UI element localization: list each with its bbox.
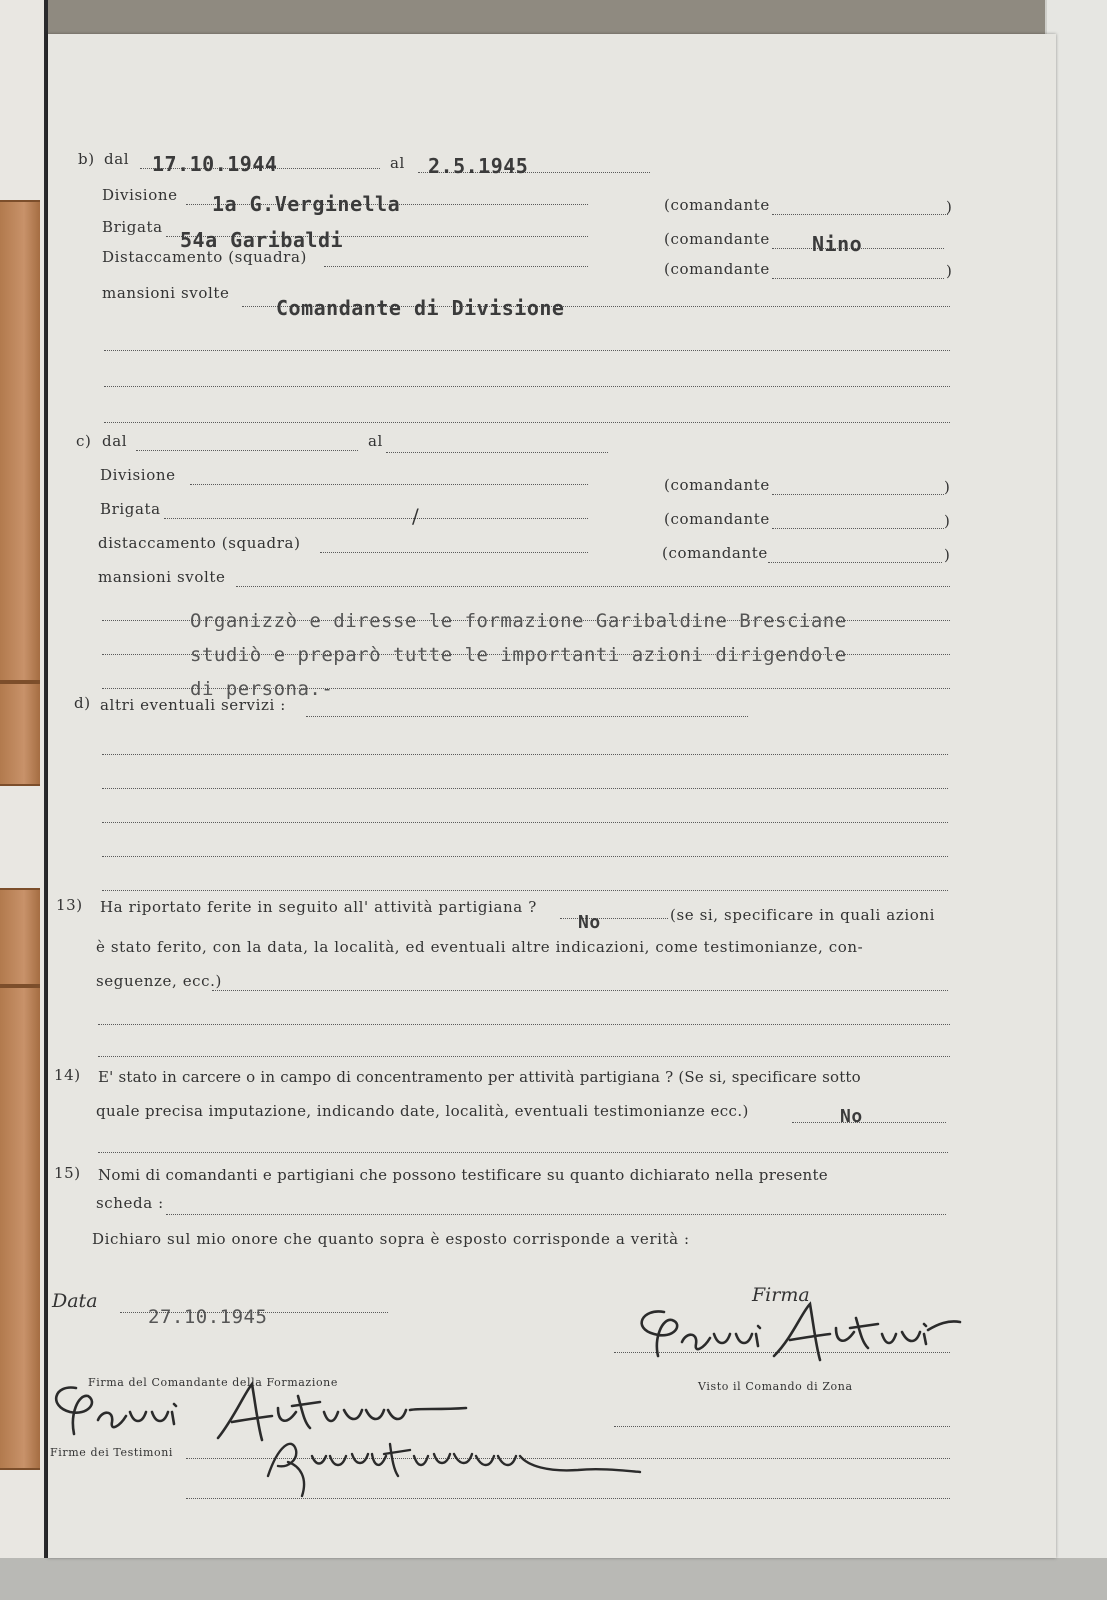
- visto-line: [614, 1426, 950, 1427]
- q15-text-line-1: Nomi di comandanti e partigiani che possono testificare su quanto dichiarato nella presente: [98, 1166, 828, 1184]
- q13-answer-line: [560, 918, 668, 919]
- divisione-line: [190, 484, 588, 485]
- q14-text-line-1: E' stato in carcere o in campo di concentramento per attività partigiana ? (Se si, specificare sotto: [98, 1068, 861, 1086]
- dal-line: [136, 450, 358, 451]
- declaration-text: Dichiaro sul mio onore che quanto sopra è esposto corrisponde a verità :: [92, 1230, 690, 1248]
- section-c-mansioni-label: mansioni svolte: [98, 568, 226, 586]
- blank-line: [212, 990, 948, 991]
- q15-text-line-2: scheda :: [96, 1194, 164, 1212]
- q15-number: 15): [54, 1164, 81, 1182]
- section-c-dal-label: dal: [102, 432, 128, 450]
- section-c-mansioni-line-2: studiò e preparò tutte le importanti azioni dirigendole: [190, 644, 847, 666]
- mansioni-line: [236, 586, 950, 587]
- section-b-brigata-value: 54a Garibaldi: [180, 228, 344, 252]
- q14-text-line-2: quale precisa imputazione, indicando date, località, eventuali testimonianze ecc.): [96, 1102, 749, 1120]
- section-b-al-value: 2.5.1945: [428, 154, 529, 178]
- al-line: [386, 452, 608, 453]
- section-c-mansioni-line-3: di persona.-: [190, 678, 334, 700]
- comandante-line: [772, 494, 944, 495]
- comandante-divisione-label: (comandante: [664, 476, 770, 494]
- comandante-divisione-label: (comandante: [664, 196, 770, 214]
- comandante-line: [772, 528, 944, 529]
- section-b-brigata-label: Brigata: [102, 218, 163, 236]
- data-label: Data: [52, 1290, 98, 1312]
- section-d-marker: d): [74, 694, 91, 712]
- comandante-distaccamento-line: [772, 278, 944, 279]
- section-b-divisione-label: Divisione: [102, 186, 178, 204]
- q13-text-line-3: seguenze, ecc.): [96, 972, 222, 990]
- blank-line: [102, 754, 948, 755]
- comandante-distaccamento-label: (comandante: [662, 544, 768, 562]
- close-paren: ): [944, 478, 950, 496]
- q13-answer: No: [578, 912, 601, 933]
- section-c-marker: c): [76, 432, 92, 450]
- blank-line: [98, 1024, 950, 1025]
- distaccamento-line: [324, 266, 588, 267]
- section-d-label: altri eventuali servizi :: [100, 696, 286, 714]
- section-b-distaccamento-label: Distaccamento (squadra): [102, 248, 307, 266]
- firma-comandante-label: Firma del Comandante della Formazione: [88, 1376, 338, 1389]
- section-c-divisione-label: Divisione: [100, 466, 176, 484]
- q14-number: 14): [54, 1066, 81, 1084]
- close-paren: ): [946, 198, 952, 216]
- binder-edge: [0, 200, 40, 682]
- blank-line: [98, 1152, 948, 1153]
- q13-number: 13): [56, 896, 83, 914]
- section-c-al-label: al: [368, 432, 383, 450]
- blank-line: [104, 386, 950, 387]
- blank-line: [104, 422, 950, 423]
- binder-edge: [0, 986, 40, 1470]
- section-c-mansioni-line-1: Organizzò e diresse le formazione Garibaldine Bresciane: [190, 610, 847, 632]
- q14-answer: No: [840, 1106, 863, 1127]
- form-sheet: [48, 34, 1056, 1558]
- close-paren: ): [946, 262, 952, 280]
- handwritten-signature-firma: [624, 1298, 964, 1378]
- brigata-slash-mark: /: [412, 504, 419, 528]
- section-b-mansioni-value: Comandante di Divisione: [276, 296, 565, 320]
- q13-text-line-1: Ha riportato ferite in seguito all' attività partigiana ?: [100, 898, 537, 916]
- altri-servizi-line: [306, 716, 748, 717]
- section-b-marker: b): [78, 150, 95, 168]
- q13-text-line-1b: (se si, specificare in quali azioni: [670, 906, 936, 924]
- section-b-mansioni-label: mansioni svolte: [102, 284, 230, 302]
- comandante-divisione-line: [772, 214, 948, 215]
- section-b-divisione-value: 1a G.Verginella: [212, 192, 401, 216]
- blank-line: [104, 350, 950, 351]
- blank-line: [102, 890, 948, 891]
- comandante-brigata-label: (comandante: [664, 510, 770, 528]
- visto-comando-label: Visto il Comando di Zona: [698, 1380, 853, 1393]
- comandante-distaccamento-label: (comandante: [664, 260, 770, 278]
- section-b-al-label: al: [390, 154, 405, 172]
- firme-testimoni-label: Firme dei Testimoni: [50, 1446, 174, 1459]
- data-value: 27.10.1945: [148, 1306, 268, 1328]
- section-b-dal-value: 17.10.1944: [152, 152, 278, 176]
- testimoni-line: [166, 1214, 946, 1215]
- distaccamento-line: [320, 552, 588, 553]
- comandante-line: [768, 562, 942, 563]
- binder-edge: [0, 888, 40, 986]
- close-paren: ): [944, 512, 950, 530]
- blank-line: [102, 788, 948, 789]
- section-c-brigata-label: Brigata: [100, 500, 161, 518]
- q14-answer-line: [792, 1122, 946, 1123]
- blank-line: [98, 1056, 950, 1057]
- section-b-dal-label: dal: [104, 150, 130, 168]
- comandante-brigata-value: Nino: [812, 232, 863, 256]
- q13-text-line-2: è stato ferito, con la data, la località, ed eventuali altre indicazioni, come testimonianze, con-: [96, 938, 864, 956]
- brigata-line: [164, 518, 588, 519]
- close-paren: ): [944, 546, 950, 564]
- blank-line: [102, 822, 948, 823]
- handwritten-signature-testimone: [248, 1426, 648, 1506]
- section-c-distaccamento-label: distaccamento (squadra): [98, 534, 301, 552]
- blank-line: [102, 856, 948, 857]
- firma-label: Firma: [752, 1284, 810, 1306]
- binder-edge: [0, 682, 40, 786]
- background-bottom: [0, 1558, 1107, 1600]
- comandante-brigata-label: (comandante: [664, 230, 770, 248]
